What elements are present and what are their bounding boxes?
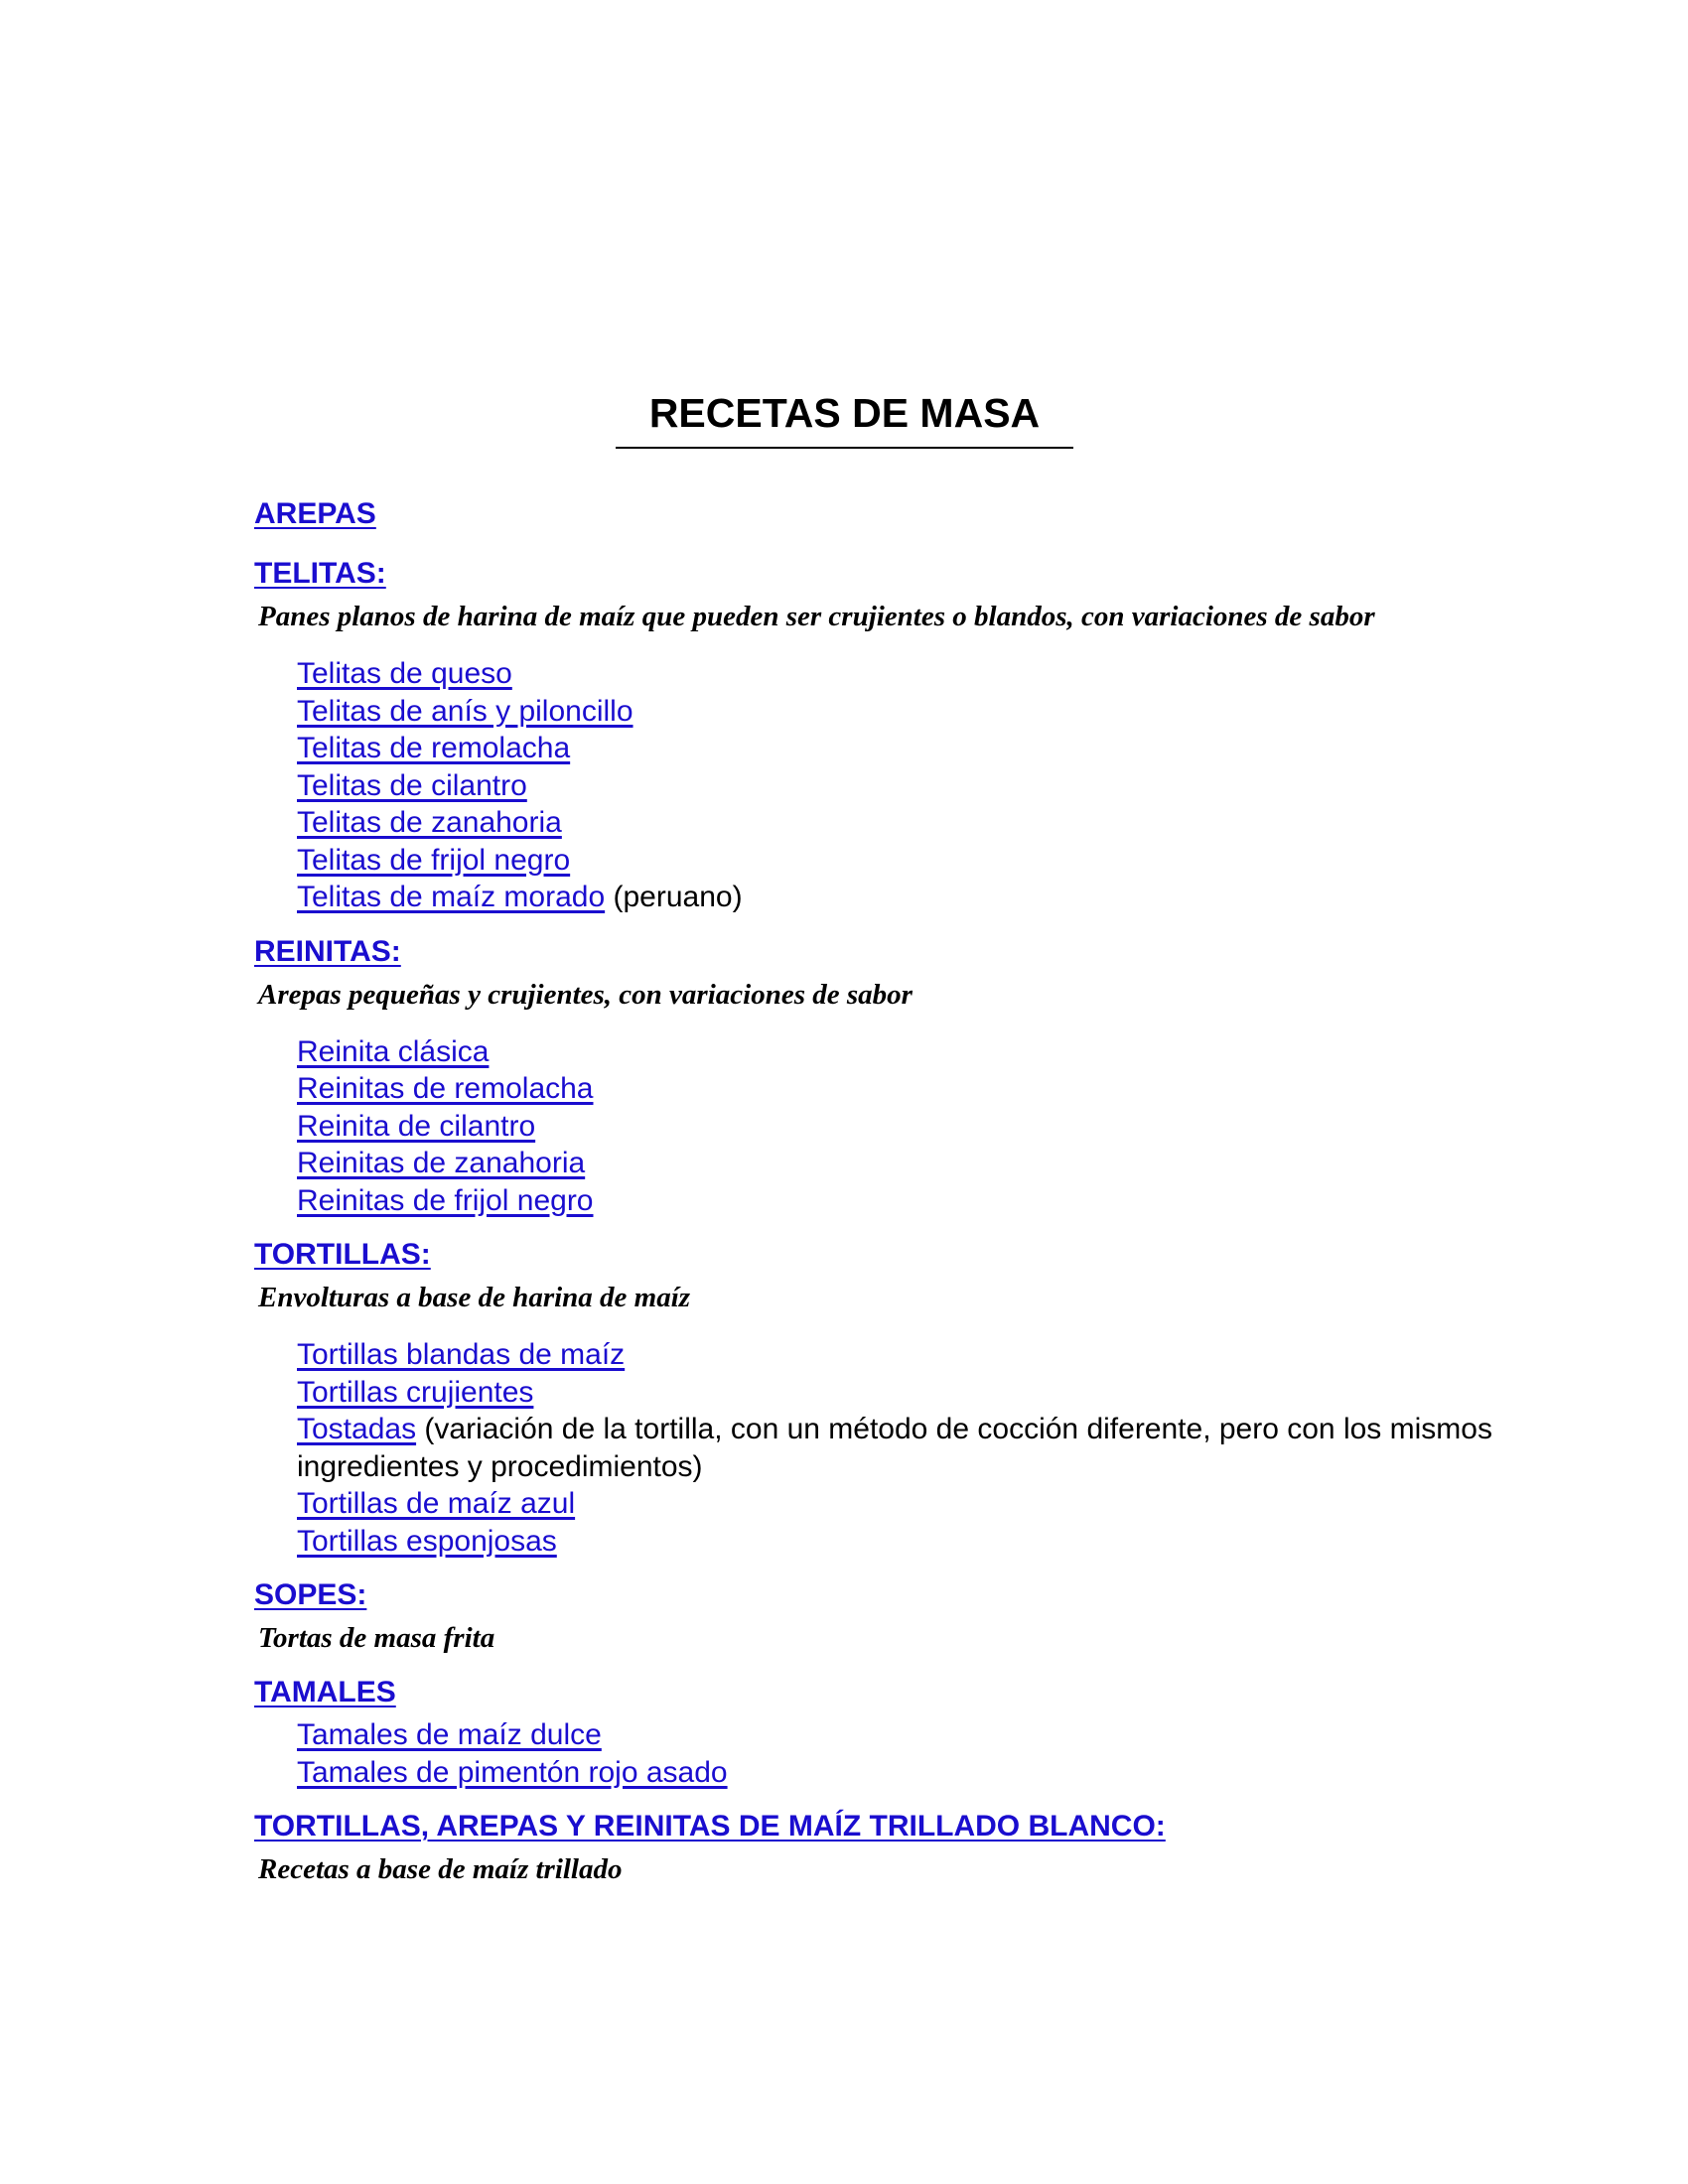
spacer: [254, 1560, 1495, 1571]
section-tortillas: [254, 1231, 1495, 1560]
recipe-link[interactable]: Tortillas de maíz azul: [297, 1487, 576, 1520]
spacer: [254, 1219, 1495, 1231]
recipe-link[interactable]: Tamales de pimentón rojo asado: [297, 1755, 728, 1789]
heading-tamales-link[interactable]: TAMALES: [254, 1676, 396, 1708]
heading-telitas-link[interactable]: TELITAS:: [254, 557, 386, 590]
page-title: RECETAS DE MASA: [616, 385, 1073, 449]
recipe-link[interactable]: Telitas de zanahoria: [297, 806, 562, 839]
recipe-note: (peruano): [605, 881, 743, 913]
heading-tortillas-link[interactable]: TORTILLAS:: [254, 1238, 431, 1271]
sopes-description: Tortas de masa frita: [258, 1622, 495, 1654]
list-item: [297, 1523, 1495, 1561]
recipe-link[interactable]: Tostadas: [297, 1413, 417, 1445]
list-item: [297, 730, 1495, 767]
recipe-link[interactable]: Tortillas blandas de maíz: [297, 1338, 626, 1371]
recipe-link[interactable]: Telitas de maíz morado: [297, 881, 606, 913]
telitas-list: [254, 655, 1495, 916]
spacer: [254, 1014, 1495, 1033]
list-item: [297, 1754, 1495, 1792]
section-reinitas: [254, 928, 1495, 1220]
list-item: [297, 655, 1495, 693]
recipe-link[interactable]: Reinitas de frijol negro: [297, 1183, 594, 1217]
tortillas-description: Envolturas a base de harina de maíz: [258, 1282, 691, 1313]
heading-arepas-link[interactable]: AREPAS: [254, 497, 376, 530]
section-tamales: [254, 1669, 1495, 1791]
list-item: [297, 1108, 1495, 1146]
trillado-description: Recetas a base de maíz trillado: [258, 1853, 623, 1885]
list-item: [297, 767, 1495, 805]
list-item: [297, 879, 1495, 916]
spacer: [254, 1791, 1495, 1803]
section-telitas: [254, 550, 1495, 916]
list-item: [297, 1145, 1495, 1182]
heading-trillado-link[interactable]: TORTILLAS, AREPAS Y REINITAS DE MAÍZ TRILLADO BLANCO:: [254, 1810, 1166, 1843]
recipe-link[interactable]: Telitas de frijol negro: [297, 843, 571, 877]
telitas-description: Panes planos de harina de maíz que pueden ser crujientes o blandos, con variaciones de sabor: [258, 601, 1375, 632]
list-item: [297, 1033, 1495, 1071]
list-item: [297, 1336, 1495, 1374]
recipe-link[interactable]: Tamales de maíz dulce: [297, 1718, 602, 1751]
recipe-note: (variación de la tortilla, con un método de cocción diferente, pero con los mismos ingredientes y procedimientos): [297, 1413, 1492, 1483]
recipe-link[interactable]: Tortillas esponjosas: [297, 1524, 557, 1558]
recipe-index: [254, 490, 1495, 1888]
tamales-list: [254, 1716, 1495, 1791]
reinitas-list: [254, 1033, 1495, 1220]
spacer: [254, 538, 1495, 550]
recipe-link[interactable]: Reinita clásica: [297, 1034, 490, 1068]
list-item: [297, 1716, 1495, 1754]
list-item: [297, 693, 1495, 731]
list-item: [297, 1182, 1495, 1220]
heading-reinitas-link[interactable]: REINITAS:: [254, 934, 401, 968]
list-item: [297, 1374, 1495, 1412]
recipe-link[interactable]: Telitas de cilantro: [297, 768, 527, 802]
recipe-link[interactable]: Reinitas de zanahoria: [297, 1147, 586, 1179]
tortillas-list: [254, 1336, 1495, 1560]
recipe-link[interactable]: Reinitas de remolacha: [297, 1072, 594, 1105]
list-item: [297, 804, 1495, 842]
section-sopes: [254, 1571, 1495, 1657]
recipe-link[interactable]: Tortillas crujientes: [297, 1375, 534, 1409]
list-item: [297, 1070, 1495, 1108]
reinitas-description: Arepas pequeñas y crujientes, con variaciones de sabor: [258, 978, 913, 1011]
spacer: [254, 1657, 1495, 1669]
recipe-link[interactable]: Telitas de remolacha: [297, 732, 571, 764]
recipe-link[interactable]: Telitas de queso: [297, 657, 512, 690]
spacer: [254, 916, 1495, 928]
list-item: [297, 842, 1495, 880]
section-trillado: [254, 1803, 1495, 1888]
recipe-link[interactable]: Reinita de cilantro: [297, 1109, 536, 1143]
recipe-link[interactable]: Telitas de anís y piloncillo: [297, 694, 633, 728]
list-item: [297, 1485, 1495, 1523]
list-item: [297, 1411, 1495, 1485]
spacer: [254, 1316, 1495, 1336]
section-arepas: [254, 490, 1495, 538]
spacer: [254, 635, 1495, 655]
heading-sopes-link[interactable]: SOPES:: [254, 1578, 367, 1611]
